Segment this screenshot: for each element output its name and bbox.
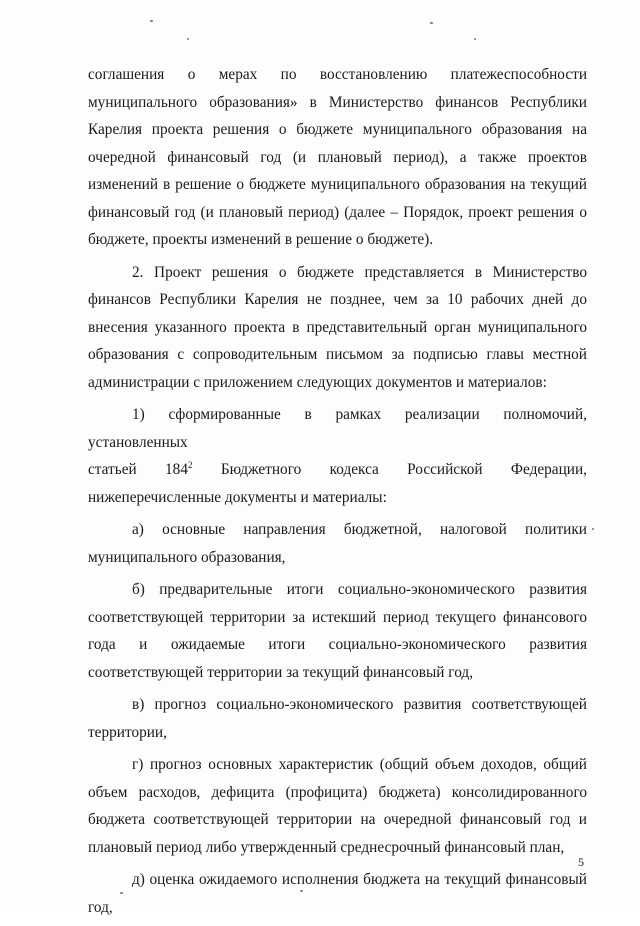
- word: политики: [525, 521, 587, 538]
- item-1-first-line: 1) сформированные в рамках реализации полномочий, установленных: [88, 406, 587, 451]
- word: статьей: [88, 461, 137, 478]
- word: восстановлению: [319, 66, 428, 83]
- word: Российской: [407, 461, 483, 478]
- item-v: в) прогноз социально-экономического развития соответствующей территории,: [88, 696, 587, 741]
- document-body: [88, 61, 587, 926]
- word: мерах: [218, 66, 258, 83]
- scan-speck: [592, 528, 594, 530]
- item-b-second-line: соответствующей территории за истекший период текущего финансового: [88, 608, 587, 626]
- word: социально-экономического: [328, 636, 506, 653]
- word: ожидаемые: [170, 636, 245, 653]
- word: Федерации,: [510, 461, 587, 478]
- word: итоги: [268, 636, 306, 653]
- word: года: [88, 636, 116, 653]
- scan-speck: [187, 38, 189, 40]
- word: по: [280, 66, 297, 83]
- item-b-first-line: б) предварительные итоги социально-экономического развития: [132, 581, 587, 598]
- word: развития: [529, 636, 587, 653]
- item-a-first-line: [88, 516, 587, 544]
- paragraph-2: 2. Проект решения о бюджете представляется в Министерство финансов Республики Карелия не позднее, чем за 10 рабочих дней до внесения указанного проекта в представительный орган муниципального образования с сопроводительным письмом за подписью главы местной администрации с приложением следующих документов и материалов:: [88, 263, 587, 391]
- item-b-last-line: соответствующей территории за текущий финансовый год,: [88, 663, 474, 681]
- word: Бюджетного: [220, 461, 302, 478]
- word: бюджетной,: [343, 521, 422, 538]
- article-superscript: 2: [187, 459, 193, 470]
- word: а): [132, 521, 144, 538]
- item-1-second-line: [88, 456, 587, 484]
- item-g: г) прогноз основных характеристик (общий объем доходов, общий объем расходов, дефицита (профицита) бюджета) консолидированного бюджета соответствующей территории на очередной финансовый год и плановый период либо утвержденный среднесрочный финансовый план,: [88, 756, 587, 856]
- item-1-last-line: нижеперечисленные документы и материалы:: [88, 488, 387, 506]
- paragraph-1-line-1: [88, 61, 587, 89]
- item-a-last-line: муниципального образования,: [88, 548, 286, 566]
- item-d: д) оценка ожидаемого исполнения бюджета на текущий финансовый год,: [88, 871, 587, 916]
- scan-speck: [430, 22, 433, 24]
- word: платежеспособности: [450, 66, 587, 83]
- item-b-third-line: [88, 631, 587, 659]
- paragraph-1: муниципального образования» в Министерство финансов Республики Карелия проекта решения о бюджете муниципального образования на очередной финансовый год (и плановый период), а также проектов изменений в решение о бюджете муниципального образования на текущий финансовый год (и плановый период) (далее – Порядок, проект решения о бюджете, проекты изменений в решение о бюджете).: [88, 93, 587, 248]
- word: кодекса: [329, 461, 379, 478]
- scan-speck: [474, 38, 476, 40]
- word: налоговой: [439, 521, 507, 538]
- article-number: 184: [165, 461, 188, 478]
- scan-speck: [150, 20, 153, 22]
- word: и: [139, 636, 148, 653]
- page-number: 5: [578, 855, 584, 869]
- word: основные: [162, 521, 226, 538]
- word: соглашения: [88, 66, 165, 83]
- word-with-superscript: [165, 456, 192, 484]
- word: направления: [243, 521, 326, 538]
- word: о: [187, 66, 196, 83]
